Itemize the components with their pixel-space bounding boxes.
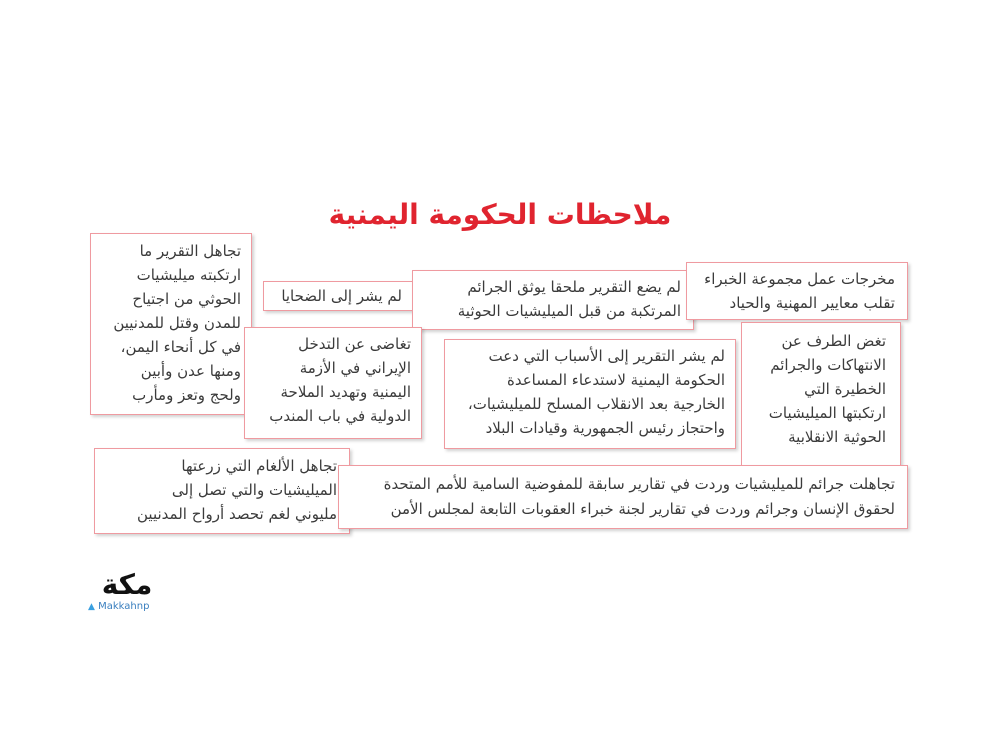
note-crimes-annex: لم يضع التقرير ملحقا يوثق الجرائم المرتكبة من قبل الميليشيات الحوثية — [412, 270, 694, 330]
page-title: ملاحظات الحكومة اليمنية — [328, 198, 672, 231]
note-previous-reports: تجاهلت جرائم للميليشيات وردت في تقارير سابقة للمفوضية السامية للأمم المتحدة لحقوق الإنسان وجرائم وردت في تقارير لجنة خبراء العقوبات التابعة لمجلس الأمن — [338, 465, 908, 529]
note-landmines: تجاهل الألغام التي زرعتها الميليشيات والتي تصل إلى مليوني لغم تحصد أرواح المدنيين — [94, 448, 350, 534]
twitter-handle-text: Makkahnp — [98, 601, 150, 612]
note-experts-output: مخرجات عمل مجموعة الخبراء تقلب معايير المهنية والحياد — [686, 262, 908, 320]
note-ignored-militia-crimes: تجاهل التقرير ما ارتكبته ميليشيات الحوثي من اجتياح للمدن وقتل للمدنيين في كل أنحاء اليمن، ومنها عدن وأبين ولحج وتعز ومأرب — [90, 233, 252, 415]
twitter-handle — [88, 600, 168, 614]
logo-mark: مكة — [101, 568, 153, 601]
note-iranian-intervention: تغاضى عن التدخل الإيراني في الأزمة اليمنية وتهديد الملاحة الدولية في باب المندب — [244, 327, 422, 439]
makkah-logo — [88, 568, 168, 618]
note-external-assistance: لم يشر التقرير إلى الأسباب التي دعت الحكومة اليمنية لاستدعاء المساعدة الخارجية بعد الانقلاب المسلح للميليشيات، واحتجاز رئيس الجمهورية وقيادات البلاد — [444, 339, 736, 449]
twitter-bird-icon: ▲ — [88, 602, 95, 612]
note-victims: لم يشر إلى الضحايا — [263, 281, 413, 311]
note-violations: تغض الطرف عن الانتهاكات والجرائم الخطيرة التي ارتكبتها الميليشيات الحوثية الانقلابية — [741, 322, 901, 468]
